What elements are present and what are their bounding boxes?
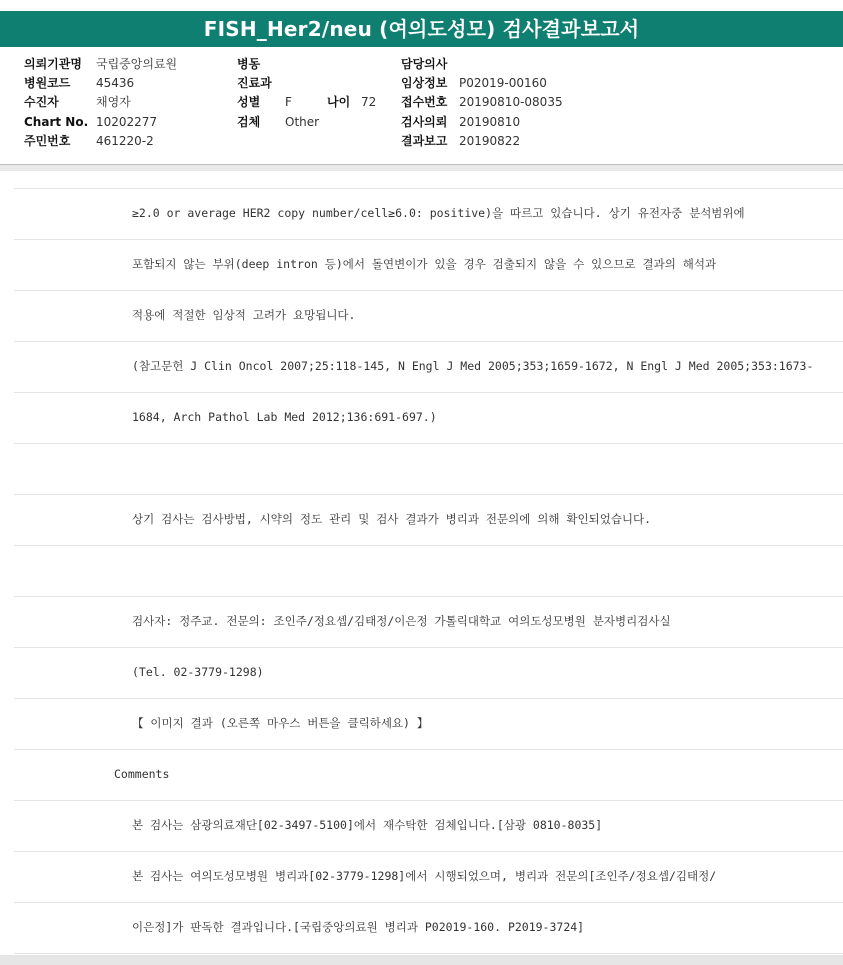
report-row [14, 902, 843, 954]
report-line: 본 검사는 삼광의료재단[02-3497-5100]에서 재수탁한 검체입니다.[삼광 0810-8035] [132, 818, 603, 832]
chart-value: 10202277 [96, 115, 158, 129]
request-value: 20190810 [459, 115, 521, 129]
report-body [0, 171, 843, 957]
clinical-value: P02019-00160 [459, 76, 547, 90]
report-row [14, 188, 843, 240]
report-line: 이은정]가 판독한 결과입니다.[국립중앙의료원 병리과 P02019-160. P2019-3724] [132, 920, 585, 934]
age-value: 72 [361, 95, 377, 109]
report-value: 20190822 [459, 134, 521, 148]
request-label: 검사의뢰 [401, 115, 448, 129]
ward-label: 병동 [237, 57, 261, 71]
hospital-label: 의뢰기관명 [24, 57, 82, 71]
report-row [14, 290, 843, 342]
report-row [14, 647, 843, 699]
id-label: 주민번호 [24, 134, 71, 148]
specimen-label: 검체 [237, 115, 261, 129]
id-value: 461220-2 [96, 134, 154, 148]
patient-value: 채영자 [96, 95, 131, 109]
patient-label: 수진자 [24, 95, 59, 109]
dept-label: 진료과 [237, 76, 272, 90]
sex-label: 성별 [237, 95, 261, 109]
report-row [14, 443, 843, 495]
report-row [14, 392, 843, 444]
report-line: 포함되지 않는 부위(deep intron 등)에서 돌연변이가 있을 경우 검출되지 않을 수 있으므로 결과의 해석과 [132, 257, 717, 271]
comments-heading: Comments [114, 767, 170, 781]
receipt-label: 접수번호 [401, 95, 448, 109]
report-line: 검사자: 정주교. 전문의: 조인주/정요셉/김태정/이은정 가톨릭대학교 여의도성모병원 분자병리검사실 [132, 614, 671, 628]
report-line: 적용에 적절한 임상적 고려가 요망됩니다. [132, 308, 356, 322]
doctor-label: 담당의사 [401, 57, 448, 71]
report-row [14, 545, 843, 597]
image-result-link[interactable]: 【 이미지 결과 (오른쪽 마우스 버튼을 클릭하세요) 】 [132, 716, 429, 730]
patient-info-header [0, 47, 843, 165]
report-row [14, 851, 843, 903]
report-row [14, 596, 843, 648]
report-line: 본 검사는 여의도성모병원 병리과[02-3779-1298]에서 시행되었으며, 병리과 전문의[조인주/정요셉/김태정/ [132, 869, 717, 883]
report-line: ≥2.0 or average HER2 copy number/cell≥6.0: positive)을 따르고 있습니다. 상기 유전자중 분석범위에 [132, 206, 745, 220]
report-line: (Tel. 02-3779-1298) [132, 665, 264, 679]
report-row [14, 800, 843, 852]
report-row [14, 341, 843, 393]
sex-value: F [285, 95, 292, 109]
code-value: 45436 [96, 76, 135, 90]
receipt-value: 20190810-08035 [459, 95, 563, 109]
clinical-label: 임상정보 [401, 76, 448, 90]
specimen-value: Other [285, 115, 320, 129]
code-label: 병원코드 [24, 76, 71, 90]
report-row [14, 494, 843, 546]
report-label: 결과보고 [401, 134, 448, 148]
age-label: 나이 [327, 95, 351, 109]
report-line: 1684, Arch Pathol Lab Med 2012;136:691-697.) [132, 410, 437, 424]
chart-label: Chart No. [24, 115, 89, 129]
bottom-strip [0, 955, 843, 965]
report-row-spacer [14, 171, 843, 189]
report-row [14, 749, 843, 801]
report-row [14, 239, 843, 291]
report-title: FISH_Her2/neu (여의도성모) 검사결과보고서 [0, 11, 843, 47]
report-line: 상기 검사는 검사방법, 시약의 정도 관리 및 검사 결과가 병리과 전문의에 의해 확인되었습니다. [132, 512, 652, 526]
hospital-value: 국립중앙의료원 [96, 57, 178, 71]
report-line: (참고문헌 J Clin Oncol 2007;25:118-145, N Engl J Med 2005;353;1659-1672, N Engl J Med 2005;353:1673- [132, 359, 814, 373]
report-row [14, 698, 843, 750]
